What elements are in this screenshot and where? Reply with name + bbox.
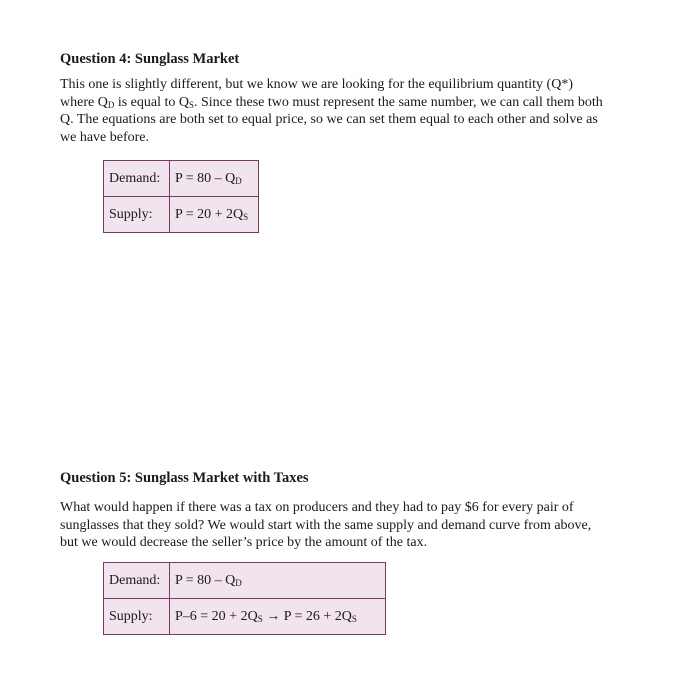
- q4-supply-row: [104, 197, 259, 233]
- q5-supply-sub-b: S: [351, 613, 357, 624]
- q4-line-3: Q. The equations are both set to equal price, so we can set them equal to each other and solve as: [60, 112, 598, 128]
- q4-demand-label: Demand:: [104, 161, 170, 197]
- q4-sub-d: D: [107, 99, 115, 110]
- q5-line-3: but we would decrease the seller’s price by the amount of the tax.: [60, 535, 428, 551]
- q5-line-2: sunglasses that they sold? We would start with the same supply and demand curve from above,: [60, 517, 592, 533]
- q4-supply-label: Supply:: [104, 197, 170, 233]
- q5-demand-eq-text: P = 80 – Q: [175, 572, 236, 588]
- q4-line-2-a: where Q: [60, 94, 108, 110]
- q4-sub-s: S: [188, 99, 194, 110]
- q5-demand-sub: D: [235, 577, 242, 588]
- q5-supply-eq-a: P–6 = 20 + 2Q: [175, 608, 258, 624]
- q4-demand-row: [104, 161, 259, 197]
- q5-supply-label: Supply:: [104, 599, 170, 635]
- q4-paragraph: [60, 76, 650, 146]
- q5-demand-row: [104, 563, 386, 599]
- q4-supply-equation: [170, 197, 259, 233]
- q5-equation-table: [103, 562, 386, 635]
- q4-title: Question 4: Sunglass Market: [60, 51, 240, 67]
- q4-supply-sub: S: [243, 211, 249, 222]
- q4-line-2-c: . Since these two must represent the same number, we can call them both: [193, 94, 603, 110]
- q4-line-1: This one is slightly different, but we know we are looking for the equilibrium quantity (Q*): [60, 77, 573, 92]
- q4-demand-equation: [170, 161, 259, 197]
- q4-demand-sub: D: [235, 175, 242, 186]
- q5-supply-row: [104, 599, 386, 635]
- q5-supply-eq-b: P = 26 + 2Q: [283, 608, 352, 624]
- q5-paragraph: [60, 499, 650, 552]
- q5-demand-label: Demand:: [104, 563, 170, 599]
- q5-supply-sub-a: S: [257, 613, 263, 624]
- q4-equation-table: [103, 160, 259, 233]
- q4-line-2-b: is equal to Q: [114, 94, 189, 110]
- q5-line-1: What would happen if there was a tax on producers and they had to pay $6 for every pair of: [60, 500, 574, 515]
- q4-supply-eq-text: P = 20 + 2Q: [175, 206, 244, 222]
- q5-supply-arrow: →: [262, 608, 284, 624]
- q5-title: Question 5: Sunglass Market with Taxes: [60, 470, 309, 486]
- q4-line-4: we have before.: [60, 129, 150, 145]
- q4-line-2: [60, 94, 650, 112]
- q5-demand-equation: [170, 563, 386, 599]
- q4-demand-eq-text: P = 80 – Q: [175, 170, 236, 186]
- q5-supply-equation: [170, 599, 386, 635]
